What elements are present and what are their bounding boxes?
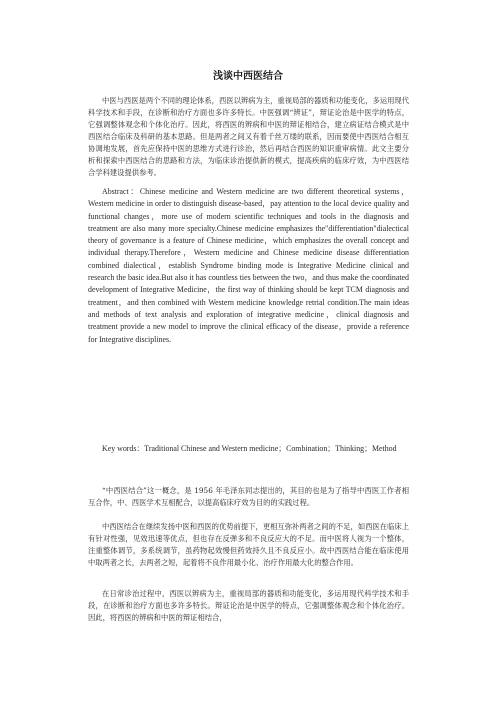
english-abstract-paragraph: Abstract：Chinese medicine and Western medicine are two different theoretical systems，Western medicine in order to distinguish disease-based，pay attention to the local device quality and functional changes，more use of modern scientific techniques and tools in the diagnosis and treatment are also many more specialty.Chinese medicine emphasizes the"differentiation"dialectical theory of governance is a feature of Chinese medicine，which emphasizes the overall concept and individual therapy.Therefore，Western medicine and Chinese medicine disease differentiation combined dialectical，establish Syndrome binding mode is Integrative Medicine clinical and research the basic idea.But also it has countless ties between the two，and thus make the coordinated development of Integrative Medicine，the first way of thinking should be kept TCM diagnosis and treatment，and then combined with Western medicine knowledge retrial condition.The main ideas and methods of text analysis and exploration of integrative medicine，clinical diagnosis and treatment provide a new model to improve the clinical efficacy of the disease，provide a reference for Integrative disciplines. — [88, 187, 409, 344]
key-words-paragraph: Key words：Traditional Chinese and Western medicine；Combination；Thinking；Method — [102, 444, 397, 453]
body-paragraph-3: 在日常诊治过程中，西医以辨病为主，重视局部的器质和功能变化，多运用现代科学技术和手段，在诊断和治疗方面也多许多特长。辩证论治是中医学的特点，它强调整体观念和个体化治疗。因此，将西医的辨病和中医的辩证相结合， — [88, 589, 409, 622]
document-title: 浅谈中西医结合 — [213, 71, 283, 82]
body-paragraph-1: “中西医结合”这一概念，是 1956 年毛泽东同志提出的，其目的也是为了指导中西医工作者相互合作，中、西医学术互相配合，以提高临床疗效为目的的实践过程。 — [88, 486, 409, 507]
body-paragraph-2: 中西医结合在继续发扬中医和西医的优势前提下，更相互弥补两者之间的不足，如西医在临床上有针对性强，见效迅速等优点，但也存在反弹多和不良反应大的不足。而中医将人视为一个整体，注重整体调节，多系统调节，虽药物起效慢但药效持久且不良反应小。故中西医结合能在临床使用中取两者之长，去两者之短，起着将不良作用最小化、治疗作用最大化的整合作用。 — [88, 522, 409, 567]
chinese-abstract-paragraph: 中医与西医是两个不同的理论体系，西医以辨病为主，重视局部的器质和功能变化，多运用现代科学技术和手段，在诊断和治疗方面也多许多特长。中医强调“辨证”，辩证论治是中医学的特点，它强调整体观念和个体化治疗。因此，将西医的辨病和中医的辩证相结合，建立病证结合模式是中西医结合临床及科研的基本思路。但是两者之间又有着千丝万缕的联系，因而要使中西医结合相互协调地发展，首先应保持中医的思维方式进行诊治，然后再结合西医的知识重审病情。此文主要分析和探索中西医结合的思路和方法，为临床诊治提供新的模式，提高疾病的临床疗效，为中西医结合学科建设提供参考。 — [88, 96, 409, 177]
